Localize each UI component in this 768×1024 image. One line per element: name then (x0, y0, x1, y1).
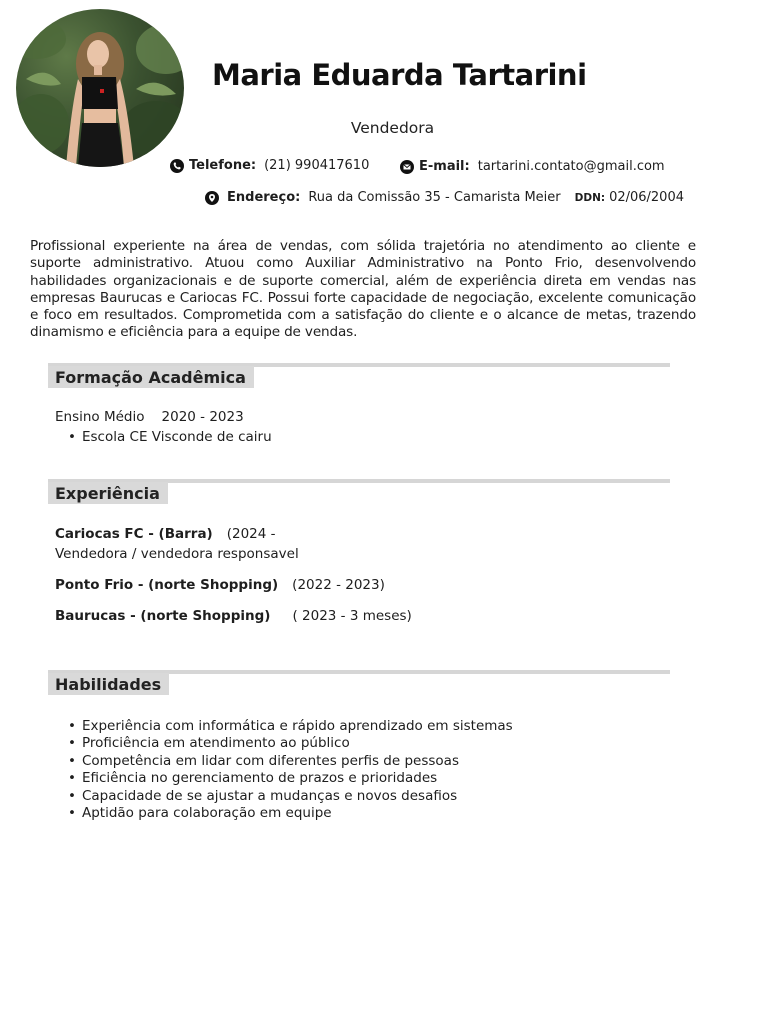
experience-role: Vendedora / vendedora responsavel (55, 546, 299, 562)
email-icon (400, 160, 414, 174)
education-level: Ensino Médio (55, 409, 145, 425)
phone-contact (170, 158, 369, 173)
skill-item: • Aptidão para colaboração em equipe (68, 805, 513, 822)
experience-company: Baurucas - (norte Shopping) (55, 608, 271, 624)
experience-period: (2022 - 2023) (292, 577, 385, 593)
education-school: • Escola CE Visconde de cairu (68, 429, 272, 445)
experience-company: Cariocas FC - (Barra) (55, 526, 213, 542)
professional-summary: Profissional experiente na área de vendas, com sólida trajetória no atendimento ao cliente e suporte administrativo. Atuou como Auxiliar Administrativo na Ponto Frio, desenvolvendo habilidades organizacionais e de suporte comercial, além de experiência direta em vendas nas empresas Baurucas e Cariocas FC. Possui forte capacidade de negociação, excelente comunicação e foco em resultados. Comprometida com a satisfação do cliente e o alcance de metas, trazendo dinamismo e eficiência para a equipe de vendas. (30, 238, 696, 341)
skills-heading: Habilidades (48, 673, 169, 695)
candidate-name: Maria Eduarda Tartarini (212, 58, 587, 92)
phone-label: Telefone: (189, 158, 257, 173)
education-entry (55, 409, 244, 425)
job-title: Vendedora (350, 119, 435, 137)
email-value: tartarini.contato@gmail.com (477, 159, 665, 174)
ddn-value: 02/06/2004 (609, 190, 684, 205)
experience-item (55, 608, 412, 624)
skill-item: • Proficiência em atendimento ao público (68, 735, 513, 752)
address-value: Rua da Comissão 35 - Camarista Meier (308, 190, 561, 205)
experience-item (55, 526, 276, 542)
education-heading: Formação Acadêmica (48, 366, 254, 388)
email-label: E-mail: (419, 159, 470, 174)
phone-value: (21) 990417610 (264, 158, 370, 173)
skill-item: • Competência em lidar com diferentes perfis de pessoas (68, 753, 513, 770)
skill-item: • Experiência com informática e rápido aprendizado em sistemas (68, 718, 513, 735)
experience-heading: Experiência (48, 482, 168, 504)
education-period: 2020 - 2023 (161, 409, 244, 425)
experience-period: ( 2023 - 3 meses) (292, 608, 412, 624)
experience-period: (2024 - (226, 526, 276, 542)
location-pin-icon (205, 191, 219, 205)
skills-list (68, 718, 513, 822)
address-contact (205, 190, 684, 205)
skill-item: • Eficiência no gerenciamento de prazos e prioridades (68, 770, 513, 787)
phone-icon (170, 159, 184, 173)
experience-company: Ponto Frio - (norte Shopping) (55, 577, 279, 593)
profile-photo-illustration (16, 9, 184, 167)
profile-photo (16, 9, 184, 167)
ddn-label: DDN: (574, 191, 606, 204)
email-contact (400, 159, 665, 174)
skill-item: • Capacidade de se ajustar a mudanças e novos desafios (68, 788, 513, 805)
experience-item (55, 577, 385, 593)
address-label: Endereço: (227, 190, 301, 205)
